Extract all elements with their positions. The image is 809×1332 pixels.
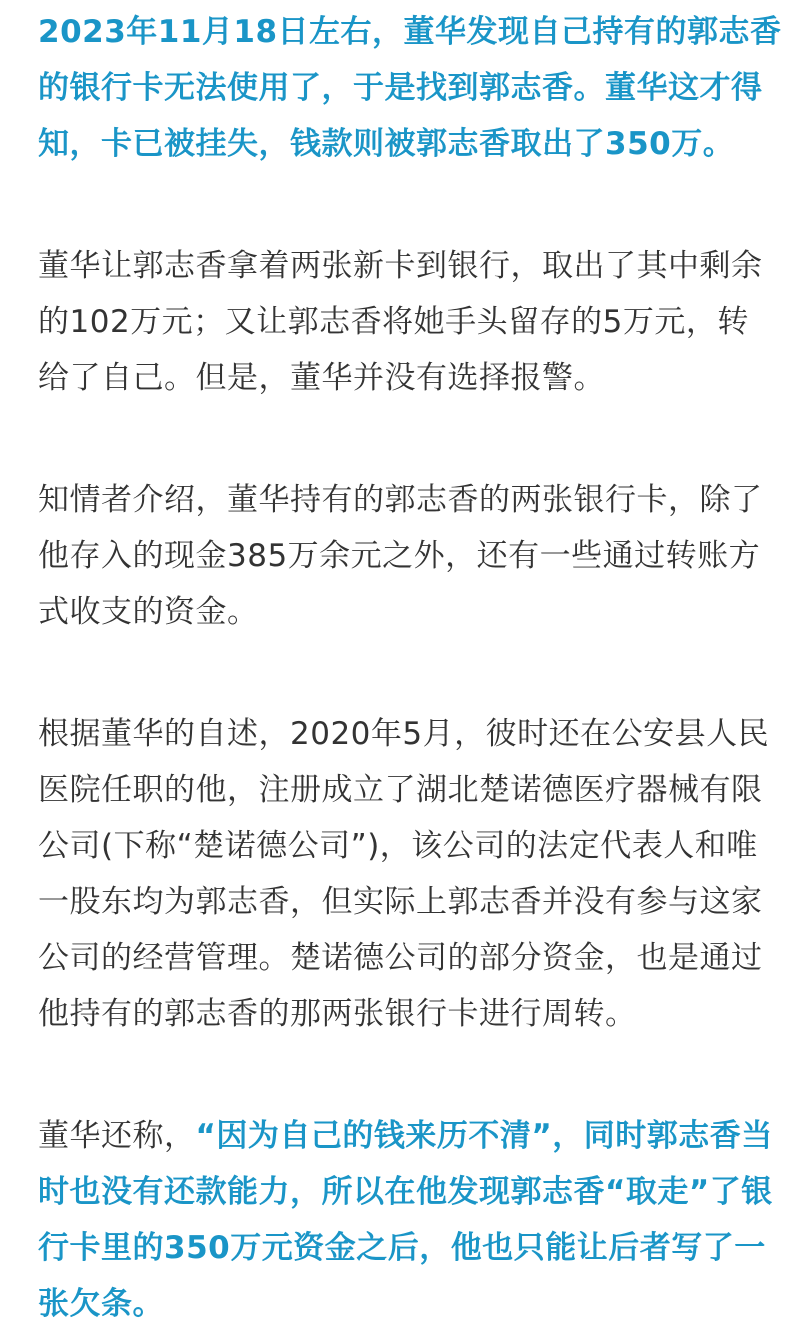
paragraph-4 [38, 706, 779, 1042]
text-line: 公司的经营管理。楚诺德公司的部分资金，也是通过 [38, 940, 763, 976]
text-line: 张欠条。 [38, 1286, 164, 1322]
paragraph-2 [38, 238, 779, 406]
text-line: 一股东均为郭志香，但实际上郭志香并没有参与这家 [38, 884, 763, 920]
text-line: 公司(下称“楚诺德公司”)，该公司的法定代表人和唯 [38, 828, 758, 864]
text-line: 2023年11月18日左右，董华发现自己持有的郭志香 [38, 14, 782, 50]
text-line: 根据董华的自述，2020年5月，彼时还在公安县人民 [38, 716, 770, 752]
text-line: 医院任职的他，注册成立了湖北楚诺德医疗器械有限 [38, 772, 763, 808]
text-line: 董华让郭志香拿着两张新卡到银行，取出了其中剩余 [38, 248, 763, 284]
text-line: 行卡里的350万元资金之后，他也只能让后者写了一 [38, 1230, 766, 1266]
text-line: 的102万元；又让郭志香将她手头留存的5万元，转 [38, 304, 749, 340]
text-line: 的银行卡无法使用了，于是找到郭志香。董华这才得 [38, 70, 763, 106]
paragraph-3 [38, 472, 779, 640]
text-line: 给了自己。但是，董华并没有选择报警。 [38, 360, 605, 396]
text-highlight: “因为自己的钱来历不清”，同时郭志香当 [195, 1118, 773, 1154]
paragraph-1 [38, 4, 782, 172]
paragraph-5 [38, 1108, 779, 1332]
text-line [38, 1108, 779, 1164]
text-line: 式收支的资金。 [38, 594, 259, 630]
text-normal: 董华还称， [38, 1118, 196, 1154]
text-line: 知，卡已被挂失，钱款则被郭志香取出了350万。 [38, 126, 735, 162]
text-line: 他持有的郭志香的那两张银行卡进行周转。 [38, 996, 637, 1032]
text-line: 他存入的现金385万余元之外，还有一些通过转账方 [38, 538, 761, 574]
text-line: 时也没有还款能力，所以在他发现郭志香“取走”了银 [38, 1174, 773, 1210]
text-line: 知情者介绍，董华持有的郭志香的两张银行卡，除了 [38, 482, 763, 518]
